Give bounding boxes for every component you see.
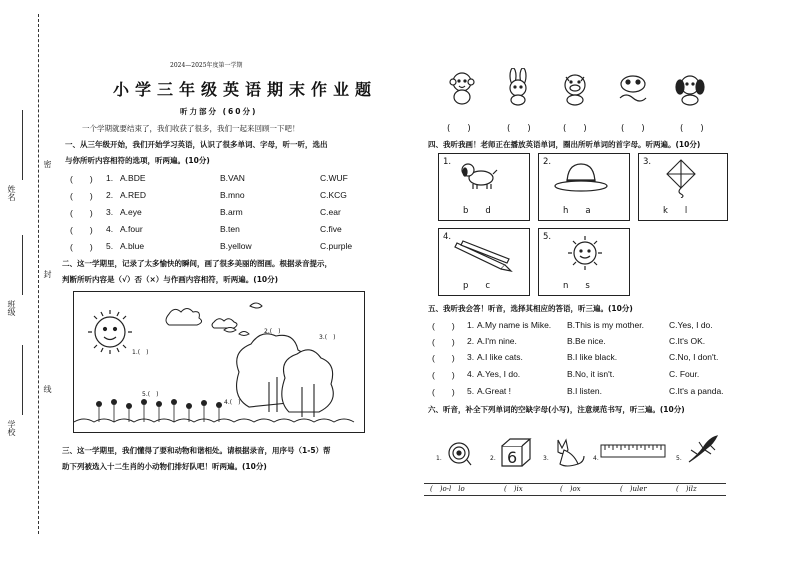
- option-a: A.I like cats.: [477, 352, 523, 362]
- q3-instruction-1: 三、这一学期里，我们懂得了要和动物和谐相处。请根据录音，用序号（1-5）帮: [62, 446, 331, 455]
- box-icon: [498, 436, 532, 470]
- q1-instruction-1: 一、从三年级开始，我们开始学习英语，认识了很多单词、字母，听一听，选出: [65, 140, 328, 149]
- card-number: 3.: [643, 157, 652, 167]
- pen-pencil-icon: [453, 237, 513, 273]
- answer-blank[interactable]: ( ): [432, 353, 455, 363]
- answer-blank[interactable]: ( ): [432, 370, 455, 380]
- option-a: A.four: [120, 224, 143, 234]
- answer-blank[interactable]: ( ): [70, 208, 93, 218]
- picture-card-2: [538, 153, 630, 221]
- option-c: C. Four.: [669, 369, 700, 379]
- order-blank-2[interactable]: ( ): [507, 124, 531, 134]
- word-blank-1[interactable]: ( )o-l lo: [430, 485, 465, 493]
- option-b: B.I like black.: [567, 352, 618, 362]
- school-blank[interactable]: [22, 345, 23, 415]
- option-b: B.I listen.: [567, 386, 602, 396]
- answer-blank[interactable]: ( ): [70, 225, 93, 235]
- picture-label-5: 5.( ): [142, 391, 159, 398]
- dog-icon: [459, 160, 499, 190]
- answer-blank[interactable]: ( ): [432, 337, 455, 347]
- pig-icon: [560, 72, 590, 106]
- order-blank-1[interactable]: ( ): [447, 124, 471, 134]
- item-number: 1.: [467, 320, 475, 330]
- q5-instruction: 五、我听我会答！听音，选择其相应的答语，听三遍。(10分): [428, 304, 633, 313]
- option-a: A.Yes, I do.: [477, 369, 521, 379]
- option-b: B.ten: [220, 224, 240, 234]
- pic-number: 1.: [436, 455, 442, 462]
- snake-icon: [616, 72, 650, 106]
- picture-card-4: [438, 228, 530, 296]
- name-label: 姓名: [7, 185, 16, 201]
- card-number: 1.: [443, 157, 452, 167]
- word-blank-4[interactable]: ( )uler: [620, 485, 647, 493]
- option-c: C.Yes, I do.: [669, 320, 713, 330]
- option-b: B.mno: [220, 190, 245, 200]
- word-blank-3[interactable]: ( )ox: [560, 485, 581, 493]
- option-c: C.five: [320, 224, 342, 234]
- pic-number: 2.: [490, 455, 496, 462]
- picture-label-2: 2.( ): [264, 328, 281, 335]
- option-b: B.VAN: [220, 173, 245, 183]
- card-number: 5.: [543, 232, 552, 242]
- word-blank-2[interactable]: ( )ix: [504, 485, 523, 493]
- letter-options[interactable]: h a: [563, 206, 591, 216]
- letter-options[interactable]: k l: [663, 206, 688, 216]
- option-b: B.Be nice.: [567, 336, 606, 346]
- option-a: A.eye: [120, 207, 142, 217]
- option-c: C.It's OK.: [669, 336, 706, 346]
- order-blank-4[interactable]: ( ): [621, 124, 645, 134]
- answer-blank[interactable]: ( ): [432, 321, 455, 331]
- option-c: C.WUF: [320, 173, 348, 183]
- seal-char-3: 线: [43, 385, 52, 393]
- q4-instruction: 四、我听我画！老师正在播放英语单词，圈出所听单词的首字母。听两遍。(10分): [428, 140, 701, 149]
- landscape-drawing-icon: [74, 292, 364, 432]
- option-a: A.RED: [120, 190, 146, 200]
- item-number: 2.: [467, 336, 475, 346]
- intro-text: 一个学期就要结束了，我们收获了很多，我们一起来回顾一下吧！: [82, 124, 300, 133]
- option-c: C.purple: [320, 241, 353, 251]
- letter-options[interactable]: p c: [463, 281, 491, 291]
- term-label: 2024—2025年度第一学期: [170, 62, 243, 69]
- item-number: 3.: [467, 352, 475, 362]
- option-a: A.I'm nine.: [477, 336, 517, 346]
- picture-card-1: [438, 153, 530, 221]
- fox-icon: [550, 436, 586, 470]
- option-a: A.My name is Mike.: [477, 320, 552, 330]
- page-title: 小学三年级英语期末作业题: [113, 80, 378, 99]
- sun-icon: [565, 233, 605, 273]
- fill-in-row: [424, 481, 726, 497]
- name-blank[interactable]: [22, 110, 23, 180]
- option-c: C.ear: [320, 207, 341, 217]
- item-number: 1.: [106, 173, 114, 183]
- q6-instruction: 六、听音，补全下列单词的空缺字母(小写)，注意规范书写，听三遍。(10分): [428, 405, 685, 414]
- pic-number: 4.: [593, 455, 599, 462]
- option-b: B.yellow: [220, 241, 252, 251]
- q2-instruction-2: 判断所听内容是（√）否（×）与作画内容相符，听两遍。(10分): [62, 275, 279, 284]
- rabbit-icon: [503, 68, 533, 106]
- dog-icon: [672, 72, 708, 106]
- item-number: 3.: [106, 207, 114, 217]
- picture-label-4: 4.( ): [224, 399, 241, 406]
- option-a: A.blue: [120, 241, 145, 251]
- binding-dashed-line: [38, 14, 39, 534]
- answer-blank[interactable]: ( ): [70, 191, 93, 201]
- answer-blank[interactable]: ( ): [70, 174, 93, 184]
- word-blank-5[interactable]: ( )ilz: [676, 485, 697, 493]
- order-blank-3[interactable]: ( ): [563, 124, 587, 134]
- option-a: A.Great !: [477, 386, 512, 396]
- q3-instruction-2: 助下列被选入十二生肖的小动物们排好队吧！听两遍。(10分): [62, 462, 267, 471]
- item-number: 4.: [106, 224, 114, 234]
- pic-number: 3.: [543, 455, 549, 462]
- option-c: C.No, I don't.: [669, 352, 719, 362]
- item-number: 5.: [106, 241, 114, 251]
- kite-icon: [661, 158, 701, 198]
- pic-number: 5.: [676, 455, 682, 462]
- item-number: 4.: [467, 369, 475, 379]
- option-c: C.KCG: [320, 190, 347, 200]
- letter-options[interactable]: b d: [463, 206, 491, 216]
- class-blank[interactable]: [22, 235, 23, 295]
- seal-char-1: 密: [43, 160, 52, 168]
- school-label: 学校: [7, 420, 16, 436]
- q2-instruction-1: 二、这一学期里，记录了太多愉快的瞬间，画了很多美丽的图画。根据录音提示，: [62, 259, 332, 268]
- lizard-icon: [683, 432, 723, 468]
- picture-label-3: 3.( ): [319, 334, 336, 341]
- picture-label-1: 1.( ): [132, 349, 149, 356]
- picture-card-5: [538, 228, 630, 296]
- order-blank-5[interactable]: ( ): [680, 124, 704, 134]
- drawing-picture: [73, 291, 365, 433]
- option-b: B.This is my mother.: [567, 320, 644, 330]
- monkey-icon: [447, 70, 477, 106]
- option-b: B.No, it isn't.: [567, 369, 615, 379]
- picture-card-3: [638, 153, 728, 221]
- seal-char-2: 封: [43, 270, 52, 278]
- yoyo-icon: [446, 440, 472, 466]
- option-a: A.BDE: [120, 173, 146, 183]
- ruler-icon: [600, 444, 666, 458]
- hat-icon: [553, 162, 609, 194]
- answer-blank[interactable]: ( ): [70, 242, 93, 252]
- letter-options[interactable]: n s: [563, 281, 590, 291]
- option-c: C.It's a panda.: [669, 386, 724, 396]
- section-title: 听力部分 (60分): [180, 107, 258, 116]
- option-b: B.arm: [220, 207, 243, 217]
- item-number: 5.: [467, 386, 475, 396]
- item-number: 2.: [106, 190, 114, 200]
- card-number: 4.: [443, 232, 452, 242]
- svg-text:6: 6: [507, 448, 518, 467]
- answer-blank[interactable]: ( ): [432, 387, 455, 397]
- q1-instruction-2: 与你所听内容相符的选项，听两遍。(10分): [65, 156, 210, 165]
- card-number: 2.: [543, 157, 552, 167]
- class-label: 班级: [7, 300, 16, 316]
